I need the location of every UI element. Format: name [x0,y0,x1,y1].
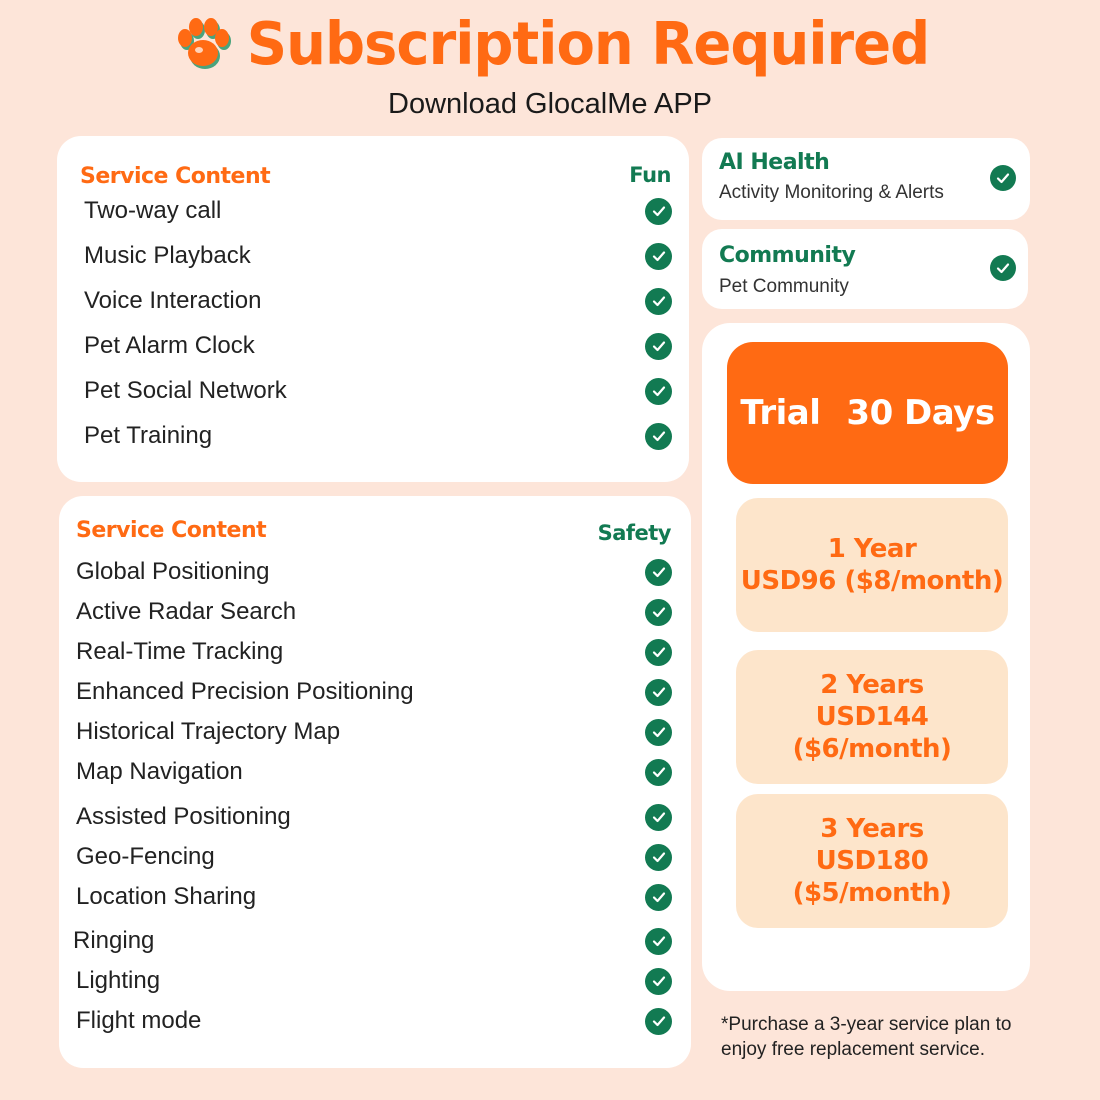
page-title: Subscription Required [246,10,930,79]
list-item [84,377,672,405]
community-card [702,229,1028,309]
feature-label: Active Radar Search [76,598,297,625]
fun-services-card [57,136,689,482]
feature-label: Voice Interaction [84,287,262,314]
list-item [76,558,672,586]
check-icon [990,165,1016,191]
list-item [76,967,672,995]
check-icon [645,1008,672,1035]
list-item [76,758,672,786]
ai-health-card [702,138,1030,220]
trial-label: Trial [740,393,821,433]
ai-health-subtitle: Activity Monitoring & Alerts [719,182,944,203]
page-subtitle: Download GlocalMe APP [388,88,712,120]
safety-section-tag: Safety [597,521,671,545]
list-item [76,718,672,746]
trial-duration: 30 Days [846,393,995,433]
list-item [76,843,672,871]
paw-icon [171,13,235,77]
check-icon [645,423,672,450]
check-icon [645,288,672,315]
plan-option-3-years[interactable] [736,794,1008,928]
feature-label: Geo-Fencing [76,843,215,870]
feature-label: Historical Trajectory Map [76,718,341,745]
check-icon [990,255,1016,281]
header [0,12,1100,77]
list-item [84,242,672,270]
plan-option-1-year[interactable] [736,498,1008,632]
footnote: *Purchase a 3-year service plan to enjoy free replacement service. [721,1014,1012,1060]
check-icon [645,884,672,911]
feature-label: Lighting [76,967,161,994]
list-item [73,927,672,955]
plan-price: USD180 ($5/month) [792,846,952,908]
list-item [76,1007,672,1035]
list-item [76,883,672,911]
list-item [84,332,672,360]
ai-health-title: AI Health [719,150,830,175]
check-icon [645,639,672,666]
feature-label: Pet Alarm Clock [84,332,255,359]
plan-term: 2 Years [820,670,924,700]
check-icon [645,378,672,405]
check-icon [645,759,672,786]
fun-section-tag: Fun [629,163,671,187]
feature-label: Flight mode [76,1007,202,1034]
list-item [76,638,672,666]
trial-plan-button[interactable] [727,342,1008,484]
fun-section-heading: Service Content [80,164,271,189]
feature-label: Two-way call [84,197,222,224]
check-icon [645,719,672,746]
plan-price: USD96 ($8/month) [740,566,1004,596]
safety-section-heading: Service Content [76,518,267,543]
feature-label: Ringing [73,927,155,954]
check-icon [645,243,672,270]
check-icon [645,928,672,955]
community-title: Community [719,243,856,268]
check-icon [645,333,672,360]
check-icon [645,679,672,706]
safety-services-card [59,496,691,1068]
list-item [84,287,672,315]
check-icon [645,844,672,871]
feature-label: Global Positioning [76,558,270,585]
list-item [84,197,672,225]
feature-label: Pet Training [84,422,213,449]
check-icon [645,599,672,626]
feature-label: Map Navigation [76,758,243,785]
plan-term: 3 Years [820,814,924,844]
feature-label: Enhanced Precision Positioning [76,678,414,705]
plan-option-2-years[interactable] [736,650,1008,784]
feature-label: Real-Time Tracking [76,638,284,665]
list-item [76,803,672,831]
feature-label: Location Sharing [76,883,257,910]
check-icon [645,559,672,586]
community-subtitle: Pet Community [719,276,849,297]
plan-term: 1 Year [827,534,917,564]
feature-label: Pet Social Network [84,377,287,404]
check-icon [645,804,672,831]
list-item [84,422,672,450]
list-item [76,598,672,626]
check-icon [645,198,672,225]
feature-label: Music Playback [84,242,251,269]
feature-label: Assisted Positioning [76,803,291,830]
list-item [76,678,672,706]
plan-price: USD144 ($6/month) [792,702,952,764]
check-icon [645,968,672,995]
